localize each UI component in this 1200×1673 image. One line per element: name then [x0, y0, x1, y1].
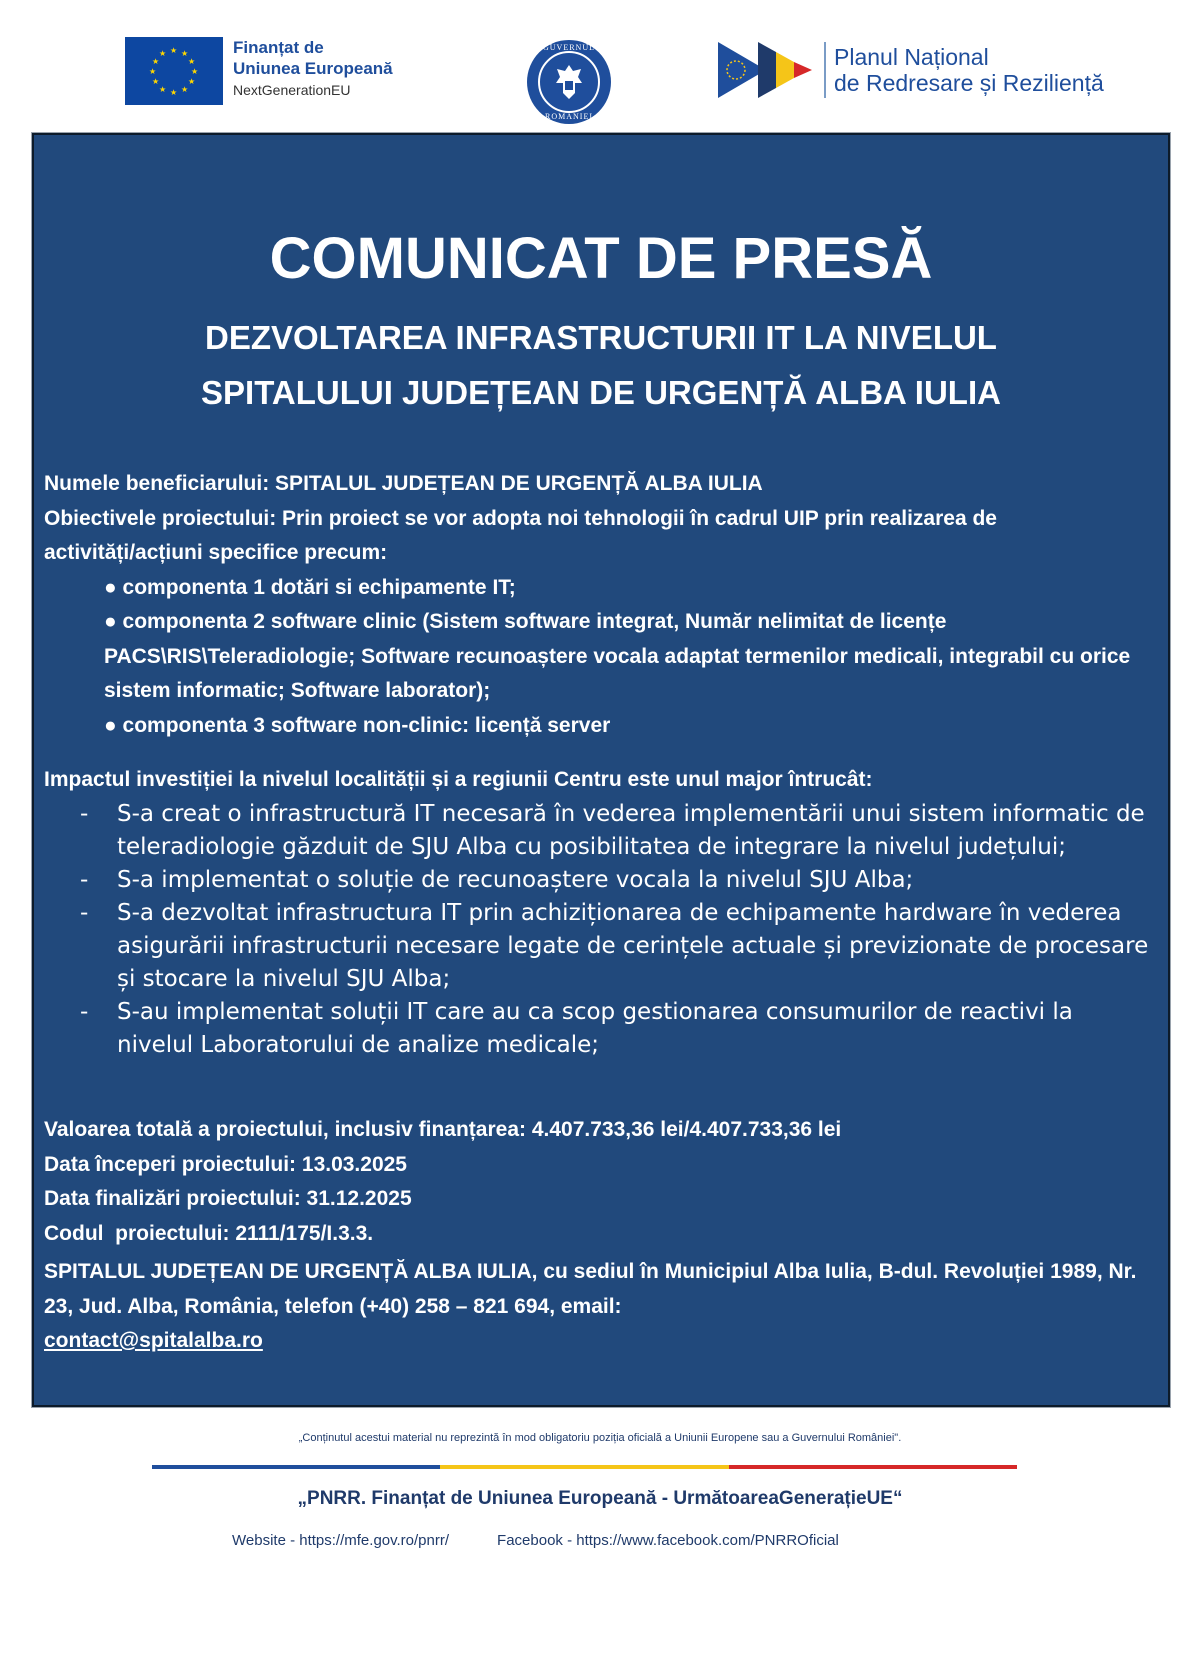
press-release-title: COMUNICAT DE PRESĂ [269, 226, 933, 291]
seal-top-text: GUVERNUL [543, 43, 595, 52]
impact-item-text: S-a implementat o soluție de recunoaștere vocala la nivelul SJU Alba; [117, 866, 914, 893]
contact-email-link[interactable]: contact@spitalalba.ro [44, 1329, 263, 1352]
eu-logo-text [233, 37, 393, 101]
eu-flag-icon: ★ ★ ★ ★ ★ ★ ★ ★ ★ ★ ★ ★ [125, 37, 223, 105]
impact-item [44, 798, 1154, 864]
eu-disclaimer: „Conținutul acestui material nu reprezintă în mod obligatoriu poziția oficială a Uniunii Europene sau a Guvernului României". [298, 1432, 902, 1444]
impact-item [44, 996, 1154, 1062]
coat-of-arms-icon [538, 51, 600, 113]
tricolor-blue [152, 1465, 440, 1469]
component-item: ● componenta 2 software clinic (Sistem software integrat, Număr nelimitat de licențe PACS\RIS\Teleradiologie; Software recunoaștere vocala adaptat termenilor medicali, integrabil cu orice sistem informatic; Software laborator); [104, 610, 1131, 702]
pnrr-line2: de Redresare și Reziliență [834, 70, 1104, 96]
dash-bullet: - [80, 998, 89, 1025]
dash-bullet: - [80, 899, 89, 926]
tricolor-yellow [440, 1465, 728, 1469]
project-info [44, 467, 1154, 743]
press-release-subtitle [34, 310, 1168, 420]
component-item: ● componenta 3 software non-clinic: licență server [104, 713, 611, 737]
footer-links [232, 1532, 839, 1549]
dash-bullet: - [80, 800, 89, 827]
website-link[interactable]: Website - https://mfe.gov.ro/pnrr/ [232, 1532, 450, 1549]
impact-item-text: S-a creat o infrastructură IT necesară în vederea implementării unui sistem informatic de teleradiologie găzduit de SJU Alba cu posibilitatea de integrare la nivelul județului; [117, 800, 1145, 860]
pnrr-logo [718, 42, 1104, 98]
contact-text: SPITALUL JUDEȚEAN DE URGENȚĂ ALBA IULIA, cu sediul în Municipiul Alba Iulia, B-dul. Revoluției 1989, Nr. 23, Jud. Alba, România, telefon (+40) 258 – 821 694, email: [44, 1260, 1137, 1318]
total-value: Valoarea totală a proiectului, inclusiv finanțarea: 4.407.733,36 lei/4.407.733,36 lei [44, 1118, 842, 1141]
government-seal-icon [527, 40, 611, 124]
tricolor-divider [152, 1465, 1017, 1469]
objectives-intro: Obiectivele proiectului: Prin proiect se vor adopta noi tehnologii în cadrul UIP prin realizarea de activități/acțiuni specifice precum: [44, 506, 997, 564]
impact-item [44, 897, 1154, 996]
press-release-box [32, 133, 1170, 1407]
beneficiary: Numele beneficiarului: SPITALUL JUDEȚEAN DE URGENȚĂ ALBA IULIA [44, 472, 763, 495]
pnrr-line1: Planul Național [834, 44, 989, 70]
pnrr-arrows-icon [718, 42, 818, 98]
impact-section [44, 763, 1154, 1062]
component-item: ● componenta 1 dotări si echipamente IT; [104, 575, 516, 599]
pnrr-divider [824, 42, 826, 98]
facebook-link[interactable]: Facebook - https://www.facebook.com/PNRROficial [497, 1532, 839, 1549]
seal-bottom-text: ROMÂNIEI [545, 112, 593, 121]
eu-logo-line3: NextGenerationEU [233, 82, 351, 98]
eu-funding-logo [125, 37, 393, 105]
project-code: Codul proiectului: 2111/175/I.3.3. [44, 1221, 374, 1245]
impact-item-text: S-au implementat soluții IT care au ca scop gestionarea consumurilor de reactivi la nivelul Laboratorului de analize medicale; [117, 998, 1073, 1058]
subtitle-line1: DEZVOLTAREA INFRASTRUCTURII IT LA NIVELUL [205, 319, 997, 356]
subtitle-line2: SPITALULUI JUDEȚEAN DE URGENȚĂ ALBA IULIA [201, 374, 1001, 411]
eu-logo-line1: Finanțat de [233, 38, 324, 57]
end-date: Data finalizări proiectului: 31.12.2025 [44, 1187, 412, 1210]
impact-item [44, 864, 1154, 897]
impact-intro: Impactul investiției la nivelul localității și a regiunii Centru este unul major întrucât: [44, 768, 873, 791]
start-date: Data începeri proiectului: 13.03.2025 [44, 1152, 407, 1176]
project-details [44, 1113, 841, 1251]
dash-bullet: - [80, 866, 89, 893]
tricolor-red [729, 1465, 1017, 1469]
header-logos [0, 30, 1200, 130]
contact-info [44, 1255, 1144, 1359]
impact-item-text: S-a dezvoltat infrastructura IT prin achiziționarea de echipamente hardware în vederea asigurării infrastructurii necesare legate de cerințele actuale și previzionate de procesare și stocare la nivelul SJU Alba; [117, 899, 1149, 992]
pnrr-logo-text [834, 44, 1104, 96]
components-list [44, 571, 1154, 744]
pnrr-slogan: „PNRR. Finanțat de Uniunea Europeană - UrmătoareaGenerațieUE“ [297, 1488, 903, 1509]
impact-list [44, 798, 1154, 1062]
eu-logo-line2: Uniunea Europeană [233, 59, 393, 78]
